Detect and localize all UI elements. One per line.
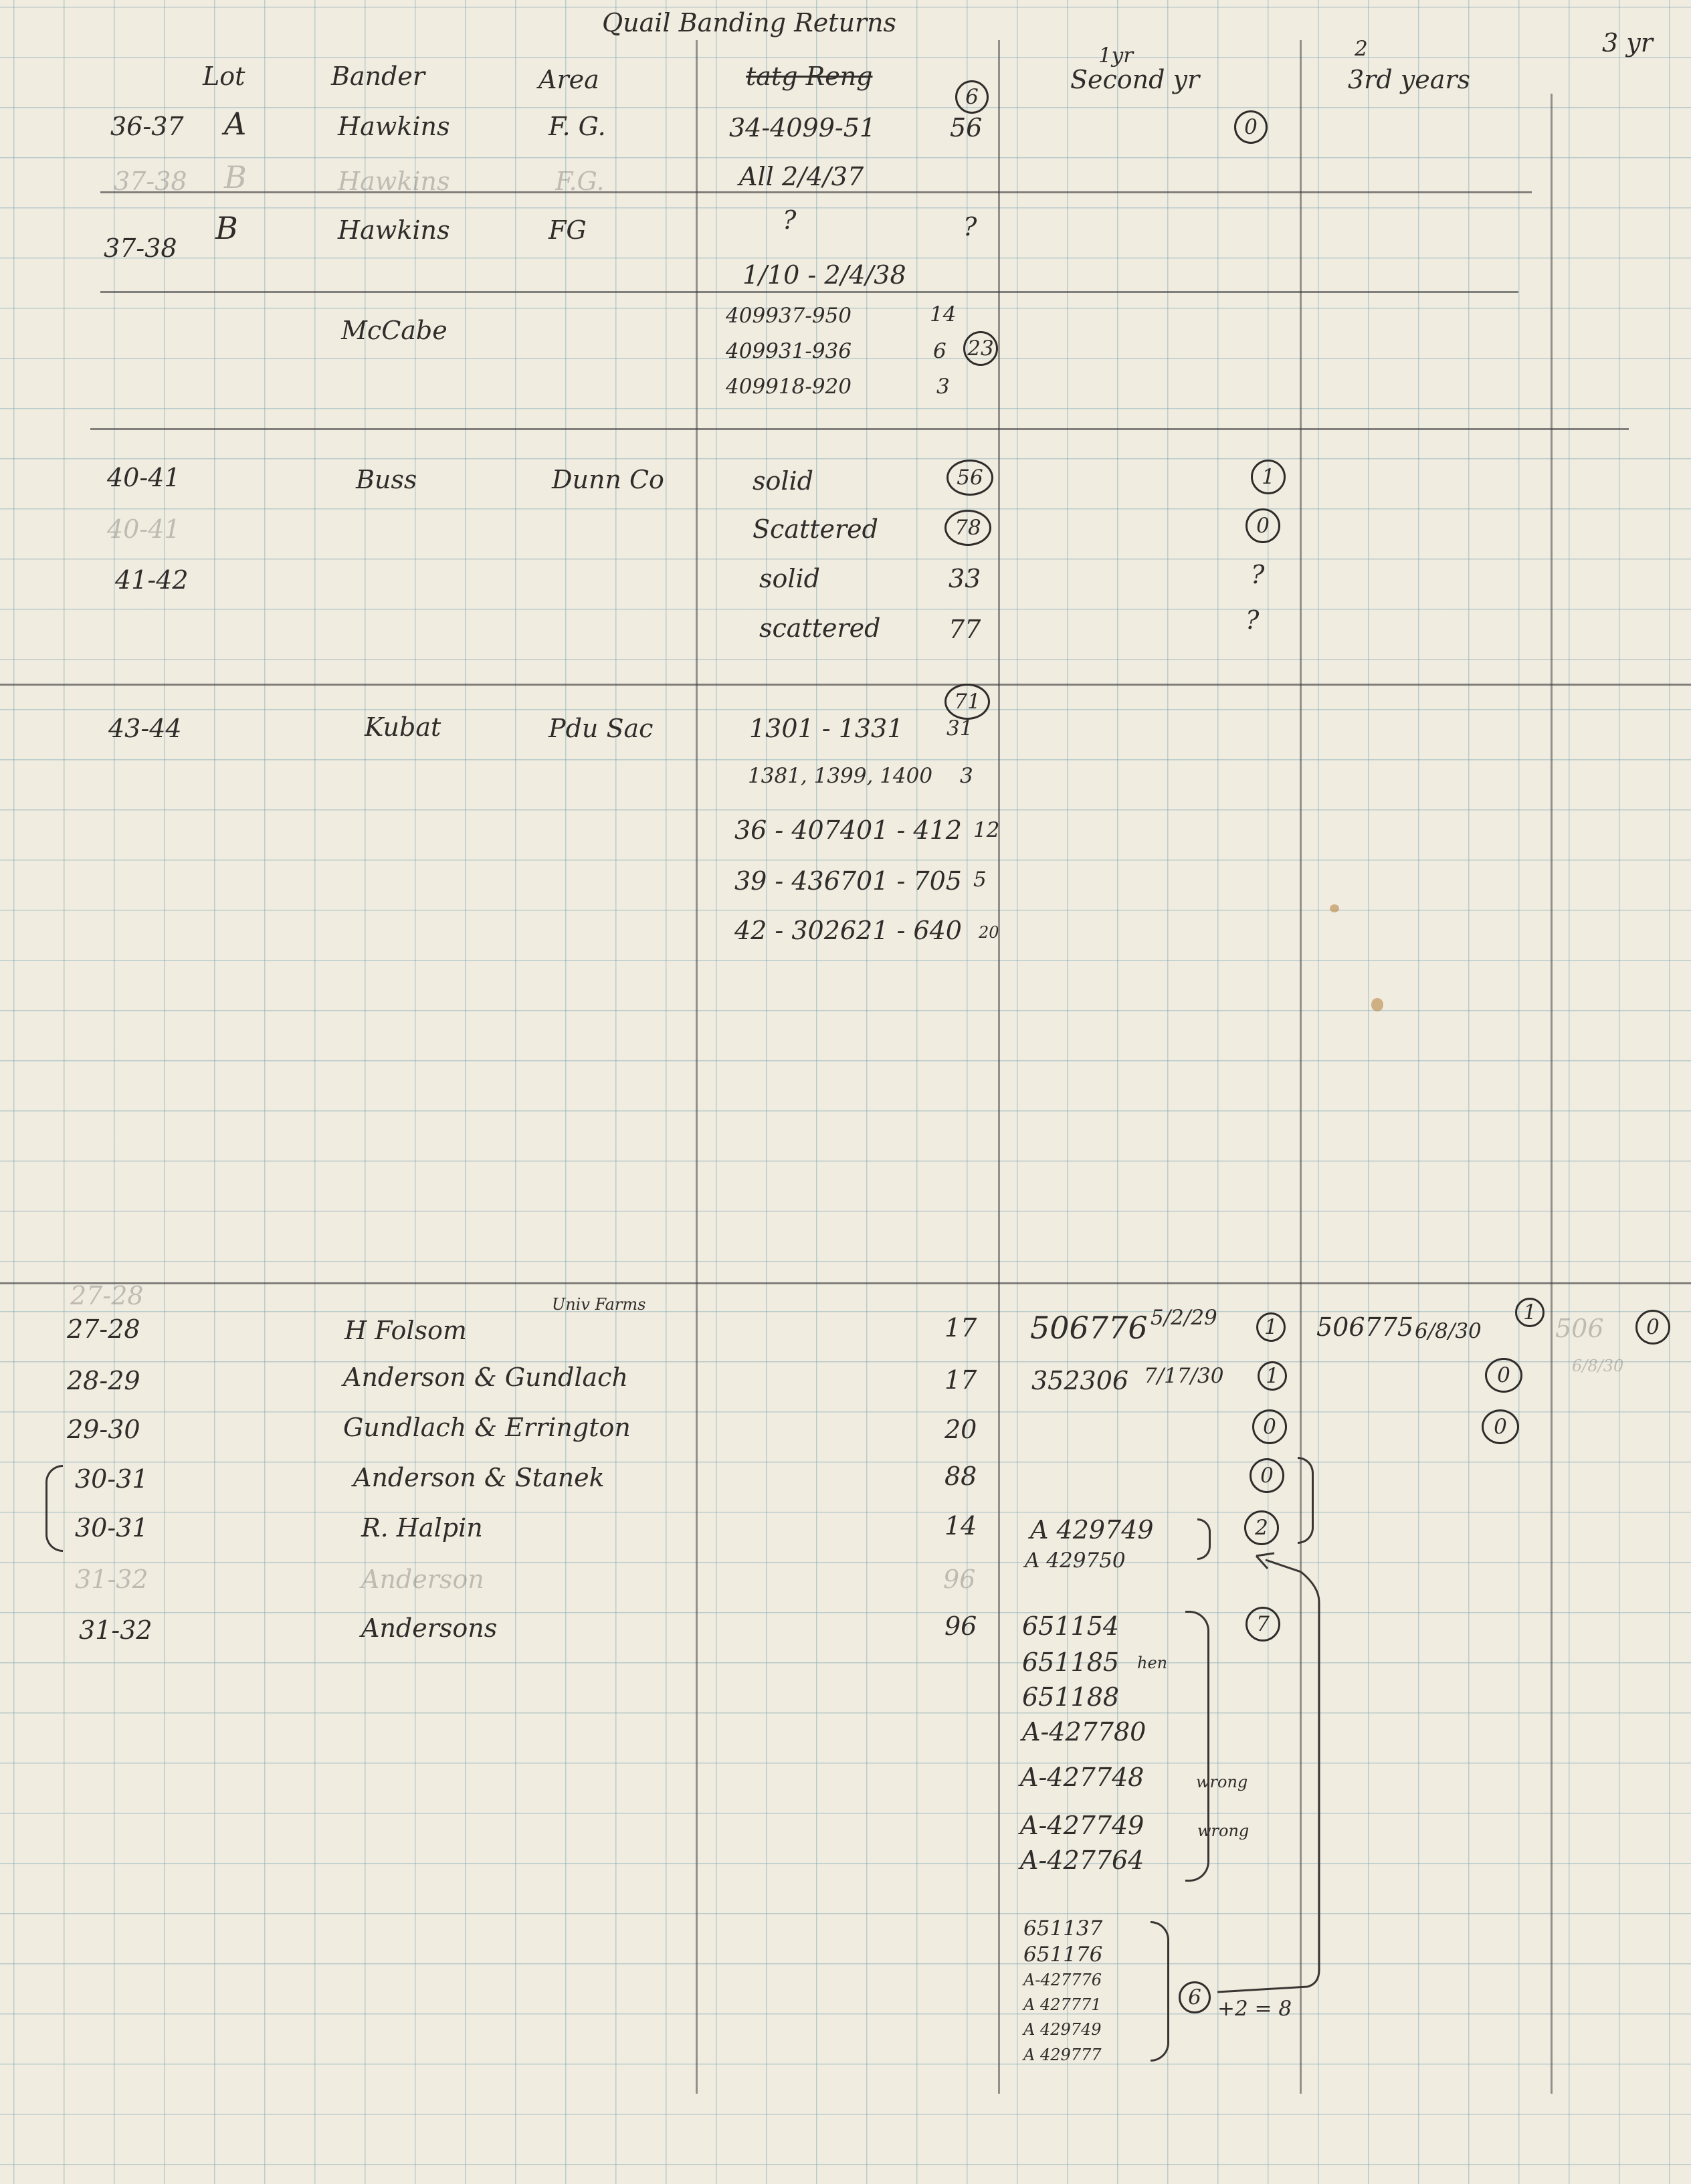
column-divider <box>696 40 698 2094</box>
band-note: hen <box>1137 1654 1168 1672</box>
return-count-circle: 1 <box>1258 1361 1287 1391</box>
year-label: 28-29 <box>67 1366 140 1395</box>
tag-range: 1381, 1399, 1400 <box>748 764 933 788</box>
return-unknown: ? <box>1246 605 1260 635</box>
return-count-circle: 1 <box>1251 460 1286 494</box>
bander-name: Anderson & Gundlach <box>343 1363 628 1392</box>
year-label: 37-38 <box>114 167 187 196</box>
tag-total-circle: 71 <box>944 684 990 720</box>
band-number: A-427780 <box>1022 1717 1147 1747</box>
band-number: 651188 <box>1022 1682 1120 1712</box>
header-yr2: 3rd years <box>1348 65 1471 94</box>
tag-range: All 2/4/37 <box>739 162 864 191</box>
header-tag-range: tatg Reng <box>746 62 873 91</box>
band-number: A 429777 <box>1023 2046 1102 2064</box>
return-count-circle: 0 <box>1250 1458 1284 1493</box>
return-date: 5/2/29 <box>1151 1306 1217 1330</box>
band-number: A-427764 <box>1020 1846 1145 1875</box>
band-number: 651154 <box>1022 1611 1120 1641</box>
tag-count: 20 <box>979 923 999 942</box>
bander-name: Anderson & Stanek <box>353 1463 605 1492</box>
return-date: 6/8/30 <box>1415 1319 1482 1343</box>
return-date: 6/8/30 <box>1572 1357 1624 1375</box>
year-label: 27-28 <box>67 1314 140 1344</box>
return-count-circle: 1 <box>1256 1312 1286 1342</box>
bander-name: Gundlach & Errington <box>343 1413 631 1442</box>
bander-name: R. Halpin <box>361 1513 483 1543</box>
band-number: A 429750 <box>1025 1549 1126 1573</box>
return-count-circle: 0 <box>1635 1310 1670 1345</box>
band-note: wrong <box>1197 1821 1250 1840</box>
bander-name: H Folsom <box>344 1316 467 1345</box>
tag-dates: 1/10 - 2/4/38 <box>742 260 906 290</box>
tag-count: 5 <box>973 868 987 892</box>
bander-name: Anderson <box>361 1565 484 1594</box>
return-count-circle: 2 <box>1244 1510 1279 1545</box>
band-number: 506 <box>1555 1314 1604 1343</box>
return-date: 7/17/30 <box>1144 1364 1224 1388</box>
tag-count: 88 <box>944 1462 977 1491</box>
tag-count: 17 <box>944 1365 977 1395</box>
tag-range: 409937-950 <box>726 304 852 328</box>
tag-range: 39 - 436701 - 705 <box>734 866 962 896</box>
return-count-circle: 0 <box>1234 110 1268 144</box>
tag-count: 3 <box>936 375 950 399</box>
row-rule <box>0 684 1691 686</box>
tag-count: 17 <box>944 1313 977 1343</box>
band-list-brace <box>1185 1611 1209 1882</box>
lot-label: A <box>224 106 247 142</box>
header-yr1-top: 1yr <box>1098 43 1134 68</box>
tag-range: 409931-936 <box>726 339 852 363</box>
year-label: 30-31 <box>75 1513 148 1543</box>
return-unknown: ? <box>1251 560 1265 589</box>
tag-count: 6 <box>933 339 947 363</box>
tag-range: 1301 - 1331 <box>749 714 904 743</box>
year-label: 31-32 <box>79 1615 153 1645</box>
bander-name: Buss <box>356 465 417 494</box>
band-note: wrong <box>1196 1773 1248 1791</box>
row-rule <box>100 291 1518 293</box>
tag-range: 36 - 407401 - 412 <box>734 815 962 845</box>
return-count-circle: 0 <box>1252 1409 1287 1444</box>
area-name: FG <box>549 215 587 245</box>
band-number: 506775 <box>1316 1312 1414 1342</box>
bander-name: Andersons <box>361 1613 498 1643</box>
tag-count: 31 <box>947 716 973 740</box>
column-divider <box>1300 40 1302 2094</box>
tag-type: solid <box>759 564 821 593</box>
bander-name: McCabe <box>341 316 447 345</box>
band-number: A 429749 <box>1023 2020 1102 2039</box>
area-name: Pdu Sac <box>549 714 654 743</box>
return-count-circle: 7 <box>1246 1607 1280 1642</box>
tag-range: 34-4099-51 <box>729 113 876 142</box>
paper-stain <box>1371 998 1383 1011</box>
question-mark: ? <box>963 212 977 241</box>
tag-count: 77 <box>949 615 981 644</box>
return-count-circle: 0 <box>1482 1409 1519 1444</box>
bander-name: Hawkins <box>338 167 450 196</box>
bander-name: Hawkins <box>338 112 450 141</box>
year-label: 37-38 <box>104 233 177 263</box>
band-number: A-427776 <box>1023 1971 1102 1989</box>
band-number: 352306 <box>1031 1366 1129 1395</box>
tag-count: 33 <box>949 564 981 593</box>
tag-range: 42 - 302621 - 640 <box>734 916 962 945</box>
small-band-sum: +2 = 8 <box>1217 1997 1292 2021</box>
year-label: 31-32 <box>75 1565 148 1594</box>
return-count-circle: 0 <box>1485 1358 1522 1393</box>
tag-count: 12 <box>973 818 1000 842</box>
band-number: A-427748 <box>1020 1763 1145 1792</box>
year-label: 40-41 <box>107 514 181 544</box>
year-label: 41-42 <box>115 565 189 595</box>
farm-note: Univ Farms <box>552 1295 646 1314</box>
header-yr3: 3 yr <box>1602 28 1653 58</box>
tag-total-circle: 56 <box>947 460 993 496</box>
band-brace <box>1197 1518 1211 1560</box>
band-number: 506776 <box>1030 1310 1148 1346</box>
tag-count: 14 <box>930 302 957 326</box>
bander-name: Hawkins <box>338 215 450 245</box>
band-number: 651137 <box>1023 1916 1103 1941</box>
tag-count: 14 <box>944 1511 977 1541</box>
page-title: Quail Banding Returns <box>602 8 897 37</box>
year-label: 36-37 <box>110 112 184 141</box>
bander-name: Kubat <box>365 712 441 742</box>
header-yr1: Second yr <box>1070 65 1200 94</box>
tag-total-circle: 78 <box>944 510 991 546</box>
lot-label: B <box>224 159 247 195</box>
area-name: Dunn Co <box>552 465 664 494</box>
row-rule <box>100 191 1532 193</box>
column-divider <box>998 40 1000 2094</box>
arrow-head-icon <box>1256 1553 1274 1569</box>
tag-type: solid <box>753 466 814 496</box>
year-label: 43-44 <box>108 714 182 743</box>
question-mark: ? <box>783 205 797 235</box>
tag-count: 96 <box>944 1611 977 1641</box>
small-band-total-circle: 6 <box>1179 1981 1211 2013</box>
year-brace <box>45 1465 63 1552</box>
return-count-circle: 0 <box>1246 508 1280 543</box>
header-area: Area <box>538 65 599 94</box>
tag-total-circle: 23 <box>963 331 998 366</box>
year-label: 27-28 <box>70 1281 144 1310</box>
header-yr2-top: 2 <box>1355 37 1368 61</box>
tag-range: 409918-920 <box>726 375 852 399</box>
return-brace <box>1298 1457 1314 1544</box>
tag-count: 3 <box>960 764 973 788</box>
year-label: 30-31 <box>75 1464 148 1494</box>
header-tag-circle: 6 <box>955 80 989 114</box>
band-number: A 429749 <box>1030 1515 1154 1545</box>
column-divider <box>1551 94 1553 2094</box>
header-bander: Bander <box>331 62 425 91</box>
tag-count: 20 <box>944 1415 977 1444</box>
row-rule <box>90 428 1629 430</box>
tag-count: 56 <box>950 113 983 142</box>
band-number: 651176 <box>1023 1943 1103 1967</box>
row-rule <box>0 1282 1691 1284</box>
return-count-circle: 1 <box>1515 1298 1545 1327</box>
year-label: 40-41 <box>107 463 181 492</box>
tag-type: scattered <box>759 613 881 643</box>
band-number: 651185 <box>1022 1648 1120 1677</box>
area-name: F.G. <box>555 167 605 196</box>
band-number: A 427771 <box>1023 1995 1102 2014</box>
band-number: A-427749 <box>1020 1811 1145 1840</box>
small-band-brace <box>1151 1921 1169 2062</box>
paper-stain <box>1330 904 1339 912</box>
lot-label: B <box>215 210 238 246</box>
tag-count: 96 <box>943 1565 976 1594</box>
header-lot: Lot <box>203 62 245 91</box>
tag-type: Scattered <box>753 514 878 544</box>
year-label: 29-30 <box>67 1415 140 1444</box>
area-name: F. G. <box>549 112 606 141</box>
